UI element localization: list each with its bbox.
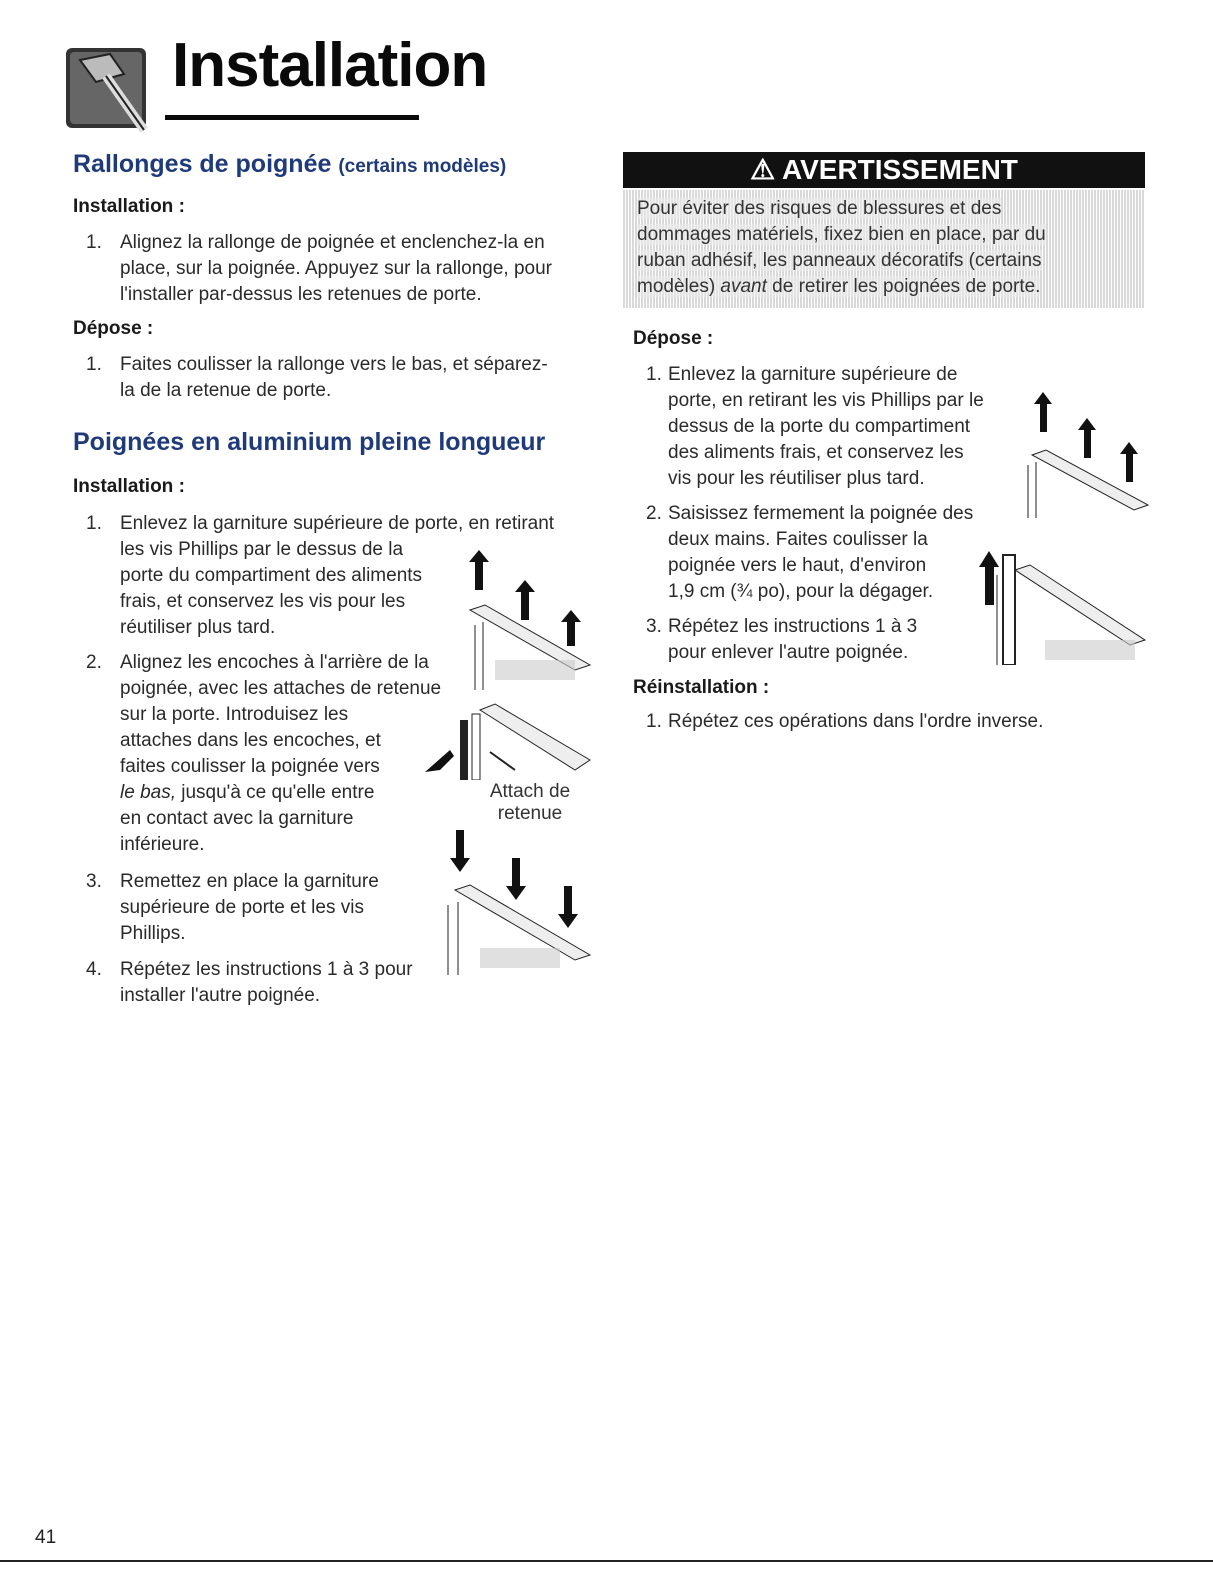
step-line: l'installer par-dessus les retenues de porte. [120,284,482,305]
warning-line: Pour éviter des risques de blessures et des [637,198,1002,219]
section-title-qualifier: (certains modèles) [338,156,507,177]
step-line: inférieure. [120,834,205,855]
step-line: frais, et conservez les vis pour les [120,591,406,612]
step-line: poignée vers le haut, d'environ [668,555,927,576]
step-number: 4. [86,959,102,980]
installation-heading: Installation : [73,476,185,497]
section-title-poignees-aluminium: Poignées en aluminium pleine longueur [73,428,546,456]
step-line: 1,9 cm (¾ po), pour la dégager. [668,581,934,602]
step-line: installer l'autre poignée. [120,985,321,1006]
warning-banner [623,152,1145,188]
handle-lift-illustration [975,545,1150,665]
step-line: réutiliser plus tard. [120,617,276,638]
step-line: place, sur la poignée. Appuyez sur la rallonge, pour [120,258,552,279]
step-number: 1. [86,513,102,534]
step-line: Répétez les instructions 1 à 3 [668,616,918,637]
step-number: 2. [646,503,662,524]
step-line: porte du compartiment des aliments [120,565,423,586]
step-line: les vis Phillips par le dessus de la [120,539,404,560]
caption-line: Attach de [489,781,571,802]
handle-slide-down-illustration [420,700,595,780]
retaining-clip-caption [470,781,590,825]
step-line: Répétez ces opérations dans l'ordre inverse. [668,711,1044,732]
hammer-wrench-icon [66,38,162,134]
step-emphasis: le bas, [120,782,176,803]
warning-line: dommages matériels, fixez bien en place, par du [637,224,1046,245]
warning-icon: ⚠ [750,154,776,185]
footer-rule [0,1560,1213,1562]
step-line: Remettez en place la garniture [120,871,379,892]
step-number: 1. [646,364,662,385]
trim-reinstall-illustration [440,830,595,975]
step-line: pour enlever l'autre poignée. [668,642,909,663]
step-line: Alignez la rallonge de poignée et enclenchez-la en [120,232,545,253]
step-line-rest: jusqu'à ce qu'elle entre [175,782,375,803]
step-line: des aliments frais, et conservez les [668,442,964,463]
warning-text [623,190,1145,308]
step-line: porte, en retirant les vis Phillips par le [668,390,984,411]
warning-line-rest: de retirer les poignées de porte. [766,276,1041,297]
handle-removal-illustration [1020,390,1150,520]
step-line: Phillips. [120,923,186,944]
depose-heading: Dépose : [633,328,714,349]
step-line: supérieure de porte et les vis [120,897,364,918]
warning-line: modèles) [637,276,721,297]
step-line: Enlevez la garniture supérieure de [668,364,958,385]
warning-title: AVERTISSEMENT [781,154,1018,185]
step-line: en contact avec la garniture [120,808,354,829]
warning-emphasis: avant [720,276,767,297]
installation-heading: Installation : [73,196,185,217]
warning-line: ruban adhésif, les panneaux décoratifs (certains [637,250,1042,271]
title-underline [165,115,419,120]
step-number: 1. [646,711,662,732]
step-line: la de la retenue de porte. [120,380,332,401]
section-title-rallonges [73,150,506,179]
step-line: faites coulisser la poignée vers [120,756,380,777]
depose-heading: Dépose : [73,318,154,339]
step-line: Enlevez la garniture supérieure de porte, en retirant [120,513,555,534]
step-line: dessus de la porte du compartiment [668,416,971,437]
step-line [120,780,441,806]
step-line: Répétez les instructions 1 à 3 pour [120,959,413,980]
step-number: 1. [86,232,102,253]
step-number: 3. [86,871,102,892]
handle-removal-illustration [455,550,595,690]
step-line: vis pour les réutiliser plus tard. [668,468,925,489]
page-number: 41 [35,1527,57,1548]
step-number: 1. [86,354,102,375]
step-line: poignée, avec les attaches de retenue [120,678,442,699]
step-line: attaches dans les encoches, et [120,730,381,751]
caption-line: retenue [497,803,563,824]
step-line: Alignez les encoches à l'arrière de la [120,652,429,673]
step-line: sur la porte. Introduisez les [120,704,349,725]
page-title: Installation [172,31,488,100]
reinstallation-heading: Réinstallation : [633,677,770,698]
step-line: deux mains. Faites coulisser la [668,529,928,550]
step-number: 3. [646,616,662,637]
section-title-text: Rallonges de poignée [73,150,332,178]
step-line: Saisissez fermement la poignée des [668,503,974,524]
step-line: Faites coulisser la rallonge vers le bas, et séparez- [120,354,548,375]
step-number: 2. [86,652,102,673]
